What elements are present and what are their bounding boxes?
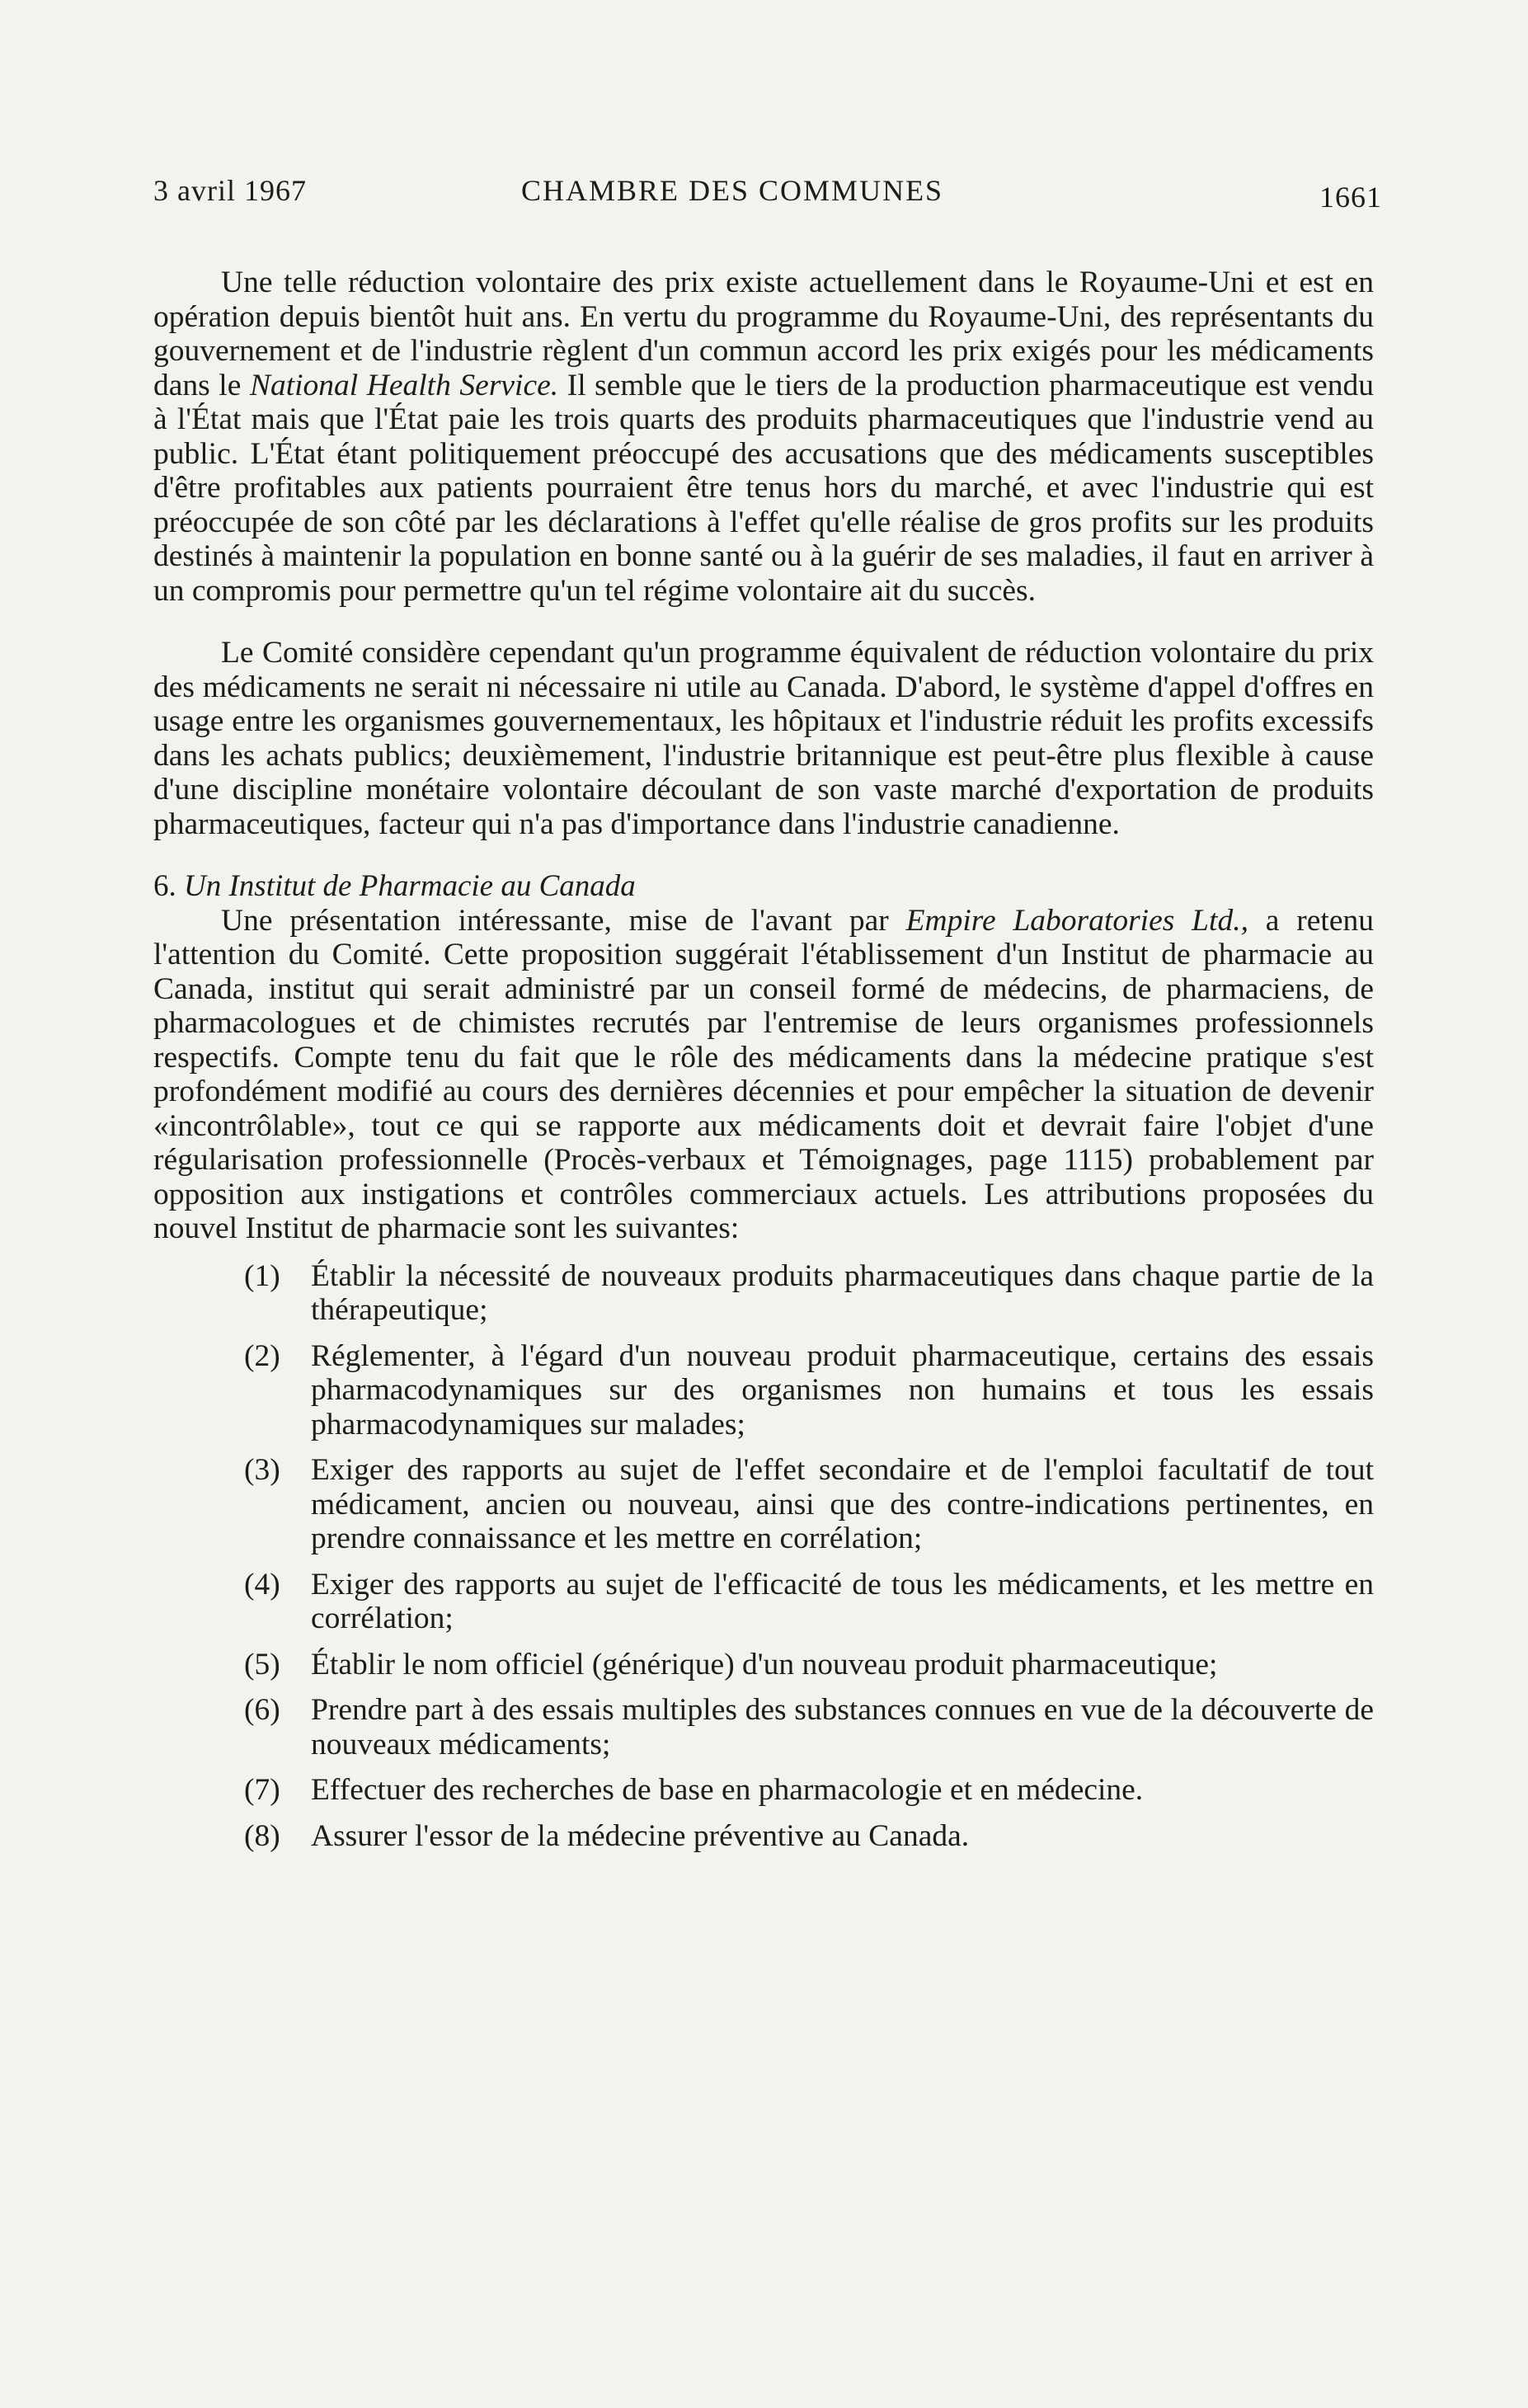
section-heading bbox=[153, 869, 1374, 904]
list-item bbox=[153, 1693, 1374, 1761]
list-item-text: Établir le nom officiel (générique) d'un nouveau produit pharmaceutique; bbox=[311, 1647, 1218, 1681]
list-item-number: (1) bbox=[244, 1258, 280, 1293]
list-item-number: (5) bbox=[244, 1647, 280, 1681]
list-item-number: (6) bbox=[244, 1693, 280, 1727]
list-item-text: Réglementer, à l'égard d'un nouveau produit pharmaceutique, certains des essais pharmacodynamiques sur des organismes non humains et tous les essais pharmacodynamiques sur malades; bbox=[311, 1338, 1374, 1442]
list-item bbox=[153, 1339, 1374, 1442]
list-item-number: (2) bbox=[244, 1338, 280, 1373]
list-item-number: (7) bbox=[244, 1773, 280, 1807]
paragraph-3 bbox=[153, 904, 1374, 1246]
paragraph-3-text-b: a retenu l'attention du Comité. Cette proposition suggérait l'établissement d'un Institut de pharmacie au Canada, institut qui serait administré par un conseil formé de médecins, de pharmaciens, de pharmacologues et de chimistes recrutés par l'entremise de leurs organismes professionnels respectifs. Compte tenu du fait que le rôle des médicaments dans la médecine pratique s'est profondément modifié au cours des dernières décennies et pour empêcher la situation de devenir «incontrôlable», tout ce qui se rapporte aux médicaments doit et devrait faire l'objet d'une régularisation professionnelle (Procès-verbaux et Témoignages, page 1115) probablement par opposition aux instigations et contrôles commerciaux actuels. Les attributions proposées du nouvel Institut de pharmacie sont les suivantes: bbox=[153, 903, 1374, 1245]
list-item bbox=[153, 1568, 1374, 1636]
attributions-list bbox=[153, 1259, 1374, 1854]
paragraph-1-text-a: Une telle réduction volontaire des prix existe actuellement dans le Royaume-Uni et est en opération depuis bientôt huit ans. En vertu du programme du Royaume-Uni, des représentants du gouvernement et de l'industrie règlent d'un commun accord les prix exigés pour les médicaments dans le bbox=[153, 266, 1374, 402]
list-item-number: (8) bbox=[244, 1818, 280, 1853]
header-date: 3 avril 1967 bbox=[153, 174, 307, 207]
list-item bbox=[153, 1819, 1374, 1854]
header-title: CHAMBRE DES COMMUNES bbox=[521, 174, 944, 207]
paragraph-1 bbox=[153, 266, 1374, 608]
section-number: 6. bbox=[153, 869, 176, 903]
list-item-text: Effectuer des recherches de base en pharmacologie et en médecine. bbox=[311, 1773, 1144, 1807]
body-text bbox=[153, 266, 1374, 1865]
section-title: Un Institut de Pharmacie au Canada bbox=[184, 869, 636, 903]
paragraph-1-text-b: Il semble que le tiers de la production pharmaceutique est vendu à l'État mais que l'État paie les trois quarts des produits pharmaceutiques que l'industrie vend au public. L'État étant politiquement préoccupé des accusations que des médicaments susceptibles d'être profitables aux patients pourraient être tenus hors du marché, et avec l'industrie qui est préoccupée de son côté par les déclarations à l'effet qu'elle réalise de gros profits sur les produits destinés à maintenir la population en bonne santé ou à la guérir de ses maladies, il faut en arriver à un compromis pour permettre qu'un tel régime volontaire ait du succès. bbox=[153, 368, 1374, 608]
list-item-text: Établir la nécessité de nouveaux produits pharmaceutiques dans chaque partie de la thérapeutique; bbox=[311, 1258, 1374, 1327]
list-item-number: (4) bbox=[244, 1567, 280, 1601]
list-item bbox=[153, 1453, 1374, 1556]
list-item bbox=[153, 1773, 1374, 1808]
paragraph-2: Le Comité considère cependant qu'un programme équivalent de réduction volontaire du prix des médicaments ne serait ni nécessaire ni utile au Canada. D'abord, le système d'appel d'offres en usage entre les organismes gouvernementaux, les hôpitaux et l'industrie réduit les profits excessifs dans les achats publics; deuxièmement, l'industrie britannique est peut-être plus flexible à cause d'une discipline monétaire volontaire découlant de son vaste marché d'exportation de produits pharmaceutiques, facteur qui n'a pas d'importance dans l'industrie canadienne. bbox=[153, 636, 1374, 841]
paragraph-3-italic: Empire Laboratories Ltd., bbox=[905, 903, 1248, 938]
list-item-number: (3) bbox=[244, 1453, 280, 1487]
list-item bbox=[153, 1648, 1374, 1682]
page-number: 1661 bbox=[1319, 181, 1382, 214]
list-item-text: Prendre part à des essais multiples des substances connues en vue de la découverte de nouveaux médicaments; bbox=[311, 1693, 1374, 1761]
list-item bbox=[153, 1259, 1374, 1328]
paragraph-1-italic: National Health Service. bbox=[249, 368, 559, 402]
paragraph-3-text-a: Une présentation intéressante, mise de l'avant par bbox=[221, 903, 906, 938]
list-item-text: Assurer l'essor de la médecine préventive au Canada. bbox=[311, 1818, 970, 1853]
list-item-text: Exiger des rapports au sujet de l'effet secondaire et de l'emploi facultatif de tout médicament, ancien ou nouveau, ainsi que des contre-indications pertinentes, en prendre connaissance et les mettre en corrélation; bbox=[311, 1453, 1374, 1555]
running-header bbox=[153, 173, 1382, 223]
list-item-text: Exiger des rapports au sujet de l'efficacité de tous les médicaments, et les mettre en corrélation; bbox=[311, 1567, 1374, 1635]
